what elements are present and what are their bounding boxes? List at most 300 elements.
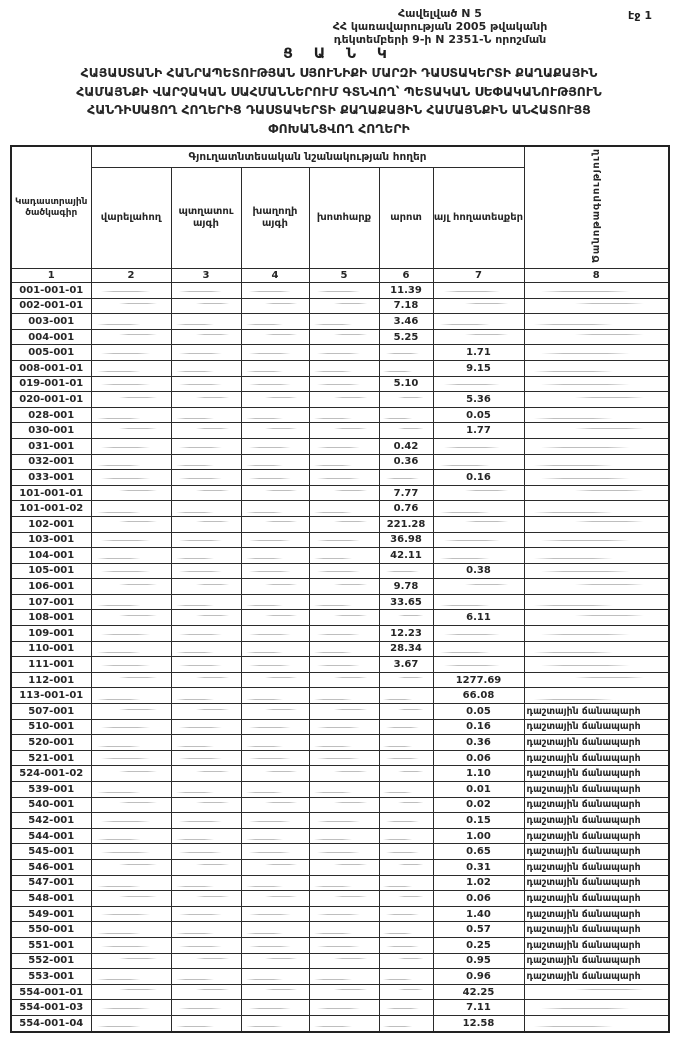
value-cell: 0.42	[379, 438, 433, 454]
note-cell	[524, 454, 669, 470]
value-cell	[241, 922, 309, 938]
value-cell	[379, 750, 433, 766]
column-number: 6	[379, 269, 433, 283]
table-row	[11, 563, 669, 579]
table-row	[11, 688, 669, 704]
value-cell: 36.98	[379, 532, 433, 548]
table-row	[11, 501, 669, 517]
value-cell	[171, 922, 241, 938]
value-cell	[91, 828, 171, 844]
value-cell: 0.06	[433, 750, 524, 766]
value-cell	[171, 891, 241, 907]
value-cell	[309, 501, 379, 517]
value-cell	[379, 345, 433, 361]
value-cell	[241, 859, 309, 875]
value-cell: 0.65	[433, 844, 524, 860]
row-code-cell: 107-001	[11, 594, 91, 610]
value-cell	[241, 563, 309, 579]
value-cell	[309, 298, 379, 314]
value-cell	[433, 641, 524, 657]
value-cell	[309, 438, 379, 454]
value-cell	[433, 314, 524, 330]
row-code-cell: 520-001	[11, 735, 91, 751]
value-cell	[379, 766, 433, 782]
table-header	[11, 146, 669, 283]
note-cell	[524, 532, 669, 548]
value-cell	[241, 454, 309, 470]
value-cell	[241, 516, 309, 532]
appendix-reference	[255, 7, 625, 46]
row-code-cell: 003-001	[11, 314, 91, 330]
value-cell	[309, 813, 379, 829]
note-cell	[524, 470, 669, 486]
value-cell	[309, 594, 379, 610]
value-cell: 9.15	[433, 360, 524, 376]
note-cell	[524, 688, 669, 704]
value-cell	[309, 875, 379, 891]
note-cell	[524, 610, 669, 626]
value-cell	[91, 454, 171, 470]
value-cell	[171, 828, 241, 844]
value-cell	[241, 470, 309, 486]
note-cell: դաշտային ճանապարհ	[524, 735, 669, 751]
note-cell	[524, 392, 669, 408]
value-cell	[309, 392, 379, 408]
value-cell	[171, 735, 241, 751]
row-code-cell: 545-001	[11, 844, 91, 860]
table-row	[11, 438, 669, 454]
row-code-cell: 033-001	[11, 470, 91, 486]
table-body	[11, 283, 669, 1032]
row-code-cell: 542-001	[11, 813, 91, 829]
row-code-cell: 549-001	[11, 906, 91, 922]
header-hayfield: խոտհարք	[309, 168, 379, 269]
value-cell: 0.36	[433, 735, 524, 751]
value-cell	[91, 782, 171, 798]
value-cell	[309, 906, 379, 922]
value-cell	[171, 376, 241, 392]
note-cell: դաշտային ճանապարհ	[524, 953, 669, 969]
value-cell	[241, 984, 309, 1000]
value-cell	[379, 906, 433, 922]
value-cell	[91, 969, 171, 985]
value-cell	[171, 969, 241, 985]
value-cell	[91, 859, 171, 875]
value-cell	[241, 485, 309, 501]
value-cell: 0.16	[433, 719, 524, 735]
value-cell: 0.25	[433, 937, 524, 953]
value-cell	[91, 953, 171, 969]
row-code-cell: 553-001	[11, 969, 91, 985]
value-cell	[171, 953, 241, 969]
table-row	[11, 626, 669, 642]
note-cell	[524, 438, 669, 454]
value-cell	[433, 548, 524, 564]
title-line: ՀԱՄԱՅՆՔԻ ՎԱՐՉԱԿԱՆ ՍԱՀՄԱՆՆԵՐՈՒՄ ԳՏՆՎՈՂ՝ ՊԵՏԱԿԱՆ ՍԵՓԱԿԱՆՈՒԹՅՈՒՆ	[76, 83, 602, 99]
value-cell	[379, 969, 433, 985]
column-number: 5	[309, 269, 379, 283]
column-number: 1	[11, 269, 91, 283]
value-cell	[309, 750, 379, 766]
value-cell	[171, 470, 241, 486]
value-cell	[241, 345, 309, 361]
value-cell	[171, 579, 241, 595]
value-cell	[241, 813, 309, 829]
value-cell	[241, 906, 309, 922]
value-cell	[309, 984, 379, 1000]
value-cell	[241, 641, 309, 657]
table-row	[11, 859, 669, 875]
row-code-cell: 102-001	[11, 516, 91, 532]
note-cell: դաշտային ճանապարհ	[524, 922, 669, 938]
value-cell	[309, 329, 379, 345]
value-cell	[91, 906, 171, 922]
column-number: 7	[433, 269, 524, 283]
value-cell	[309, 937, 379, 953]
note-cell	[524, 345, 669, 361]
value-cell	[379, 688, 433, 704]
value-cell	[171, 984, 241, 1000]
note-cell	[524, 329, 669, 345]
table-row	[11, 376, 669, 392]
note-cell: դաշտային ճանապարհ	[524, 859, 669, 875]
value-cell	[171, 1000, 241, 1016]
note-cell: դաշտային ճանապարհ	[524, 906, 669, 922]
row-code-cell: 546-001	[11, 859, 91, 875]
value-cell	[241, 532, 309, 548]
value-cell	[379, 1000, 433, 1016]
value-cell	[309, 532, 379, 548]
note-cell	[524, 283, 669, 299]
row-code-cell: 111-001	[11, 657, 91, 673]
table-row	[11, 797, 669, 813]
row-code-cell: 112-001	[11, 672, 91, 688]
row-code-cell: 544-001	[11, 828, 91, 844]
value-cell	[241, 314, 309, 330]
table-row	[11, 1000, 669, 1016]
header-pasture: արոտ	[379, 168, 433, 269]
header-note	[524, 146, 669, 269]
value-cell	[433, 485, 524, 501]
value-cell: 6.11	[433, 610, 524, 626]
value-cell	[91, 579, 171, 595]
row-code-cell: 008-001-01	[11, 360, 91, 376]
note-header-rotated-label: Ծանոթագրություն	[590, 147, 602, 264]
note-cell	[524, 376, 669, 392]
row-code-cell: 554-001-01	[11, 984, 91, 1000]
value-cell	[379, 844, 433, 860]
table-row	[11, 828, 669, 844]
value-cell: 12.58	[433, 1015, 524, 1031]
table-row	[11, 704, 669, 720]
value-cell	[309, 766, 379, 782]
value-cell: 0.01	[433, 782, 524, 798]
table-row	[11, 735, 669, 751]
table-row	[11, 906, 669, 922]
value-cell: 7.11	[433, 1000, 524, 1016]
header-arable-land: վարելահող	[91, 168, 171, 269]
value-cell	[309, 719, 379, 735]
value-cell	[309, 610, 379, 626]
value-cell	[241, 298, 309, 314]
note-cell	[524, 485, 669, 501]
value-cell	[241, 626, 309, 642]
value-cell: 1.77	[433, 423, 524, 439]
column-number: 2	[91, 269, 171, 283]
value-cell: 11.39	[379, 283, 433, 299]
value-cell	[91, 594, 171, 610]
note-cell	[524, 1015, 669, 1031]
value-cell	[379, 470, 433, 486]
value-cell	[91, 891, 171, 907]
column-number: 3	[171, 269, 241, 283]
title-heading: Ց Ա Ն Կ	[283, 46, 395, 62]
value-cell	[309, 1000, 379, 1016]
value-cell	[171, 657, 241, 673]
value-cell	[171, 392, 241, 408]
value-cell	[379, 937, 433, 953]
note-cell: դաշտային ճանապարհ	[524, 937, 669, 953]
value-cell	[379, 704, 433, 720]
title-line: ՀԱՅԱՍՏԱՆԻ ՀԱՆՐԱՊԵՏՈՒԹՅԱՆ ՍՅՈՒՆԻՔԻ ՄԱՐԶԻ ԴԱՍՏԱԿԵՐՏԻ ՔԱՂԱՔԱՅԻՆ	[80, 65, 598, 80]
note-cell: դաշտային ճանապարհ	[524, 891, 669, 907]
appendix-line: Հավելված N 5	[398, 7, 482, 20]
row-code-cell: 030-001	[11, 423, 91, 439]
table-row	[11, 454, 669, 470]
title-line: ՀԱՆԴԻՍԱՑՈՂ ՀՈՂԵՐԻՑ ԴԱՍՏԱԿԵՐՏԻ ՔԱՂԱՔԱՅԻՆ ՀԱՄԱՅՆՔԻՆ ԱՆՀԱՏՈՒՅՑ	[87, 102, 591, 117]
value-cell: 33.65	[379, 594, 433, 610]
document-title	[8, 64, 670, 138]
value-cell	[433, 438, 524, 454]
value-cell	[309, 516, 379, 532]
value-cell	[171, 1015, 241, 1031]
value-cell	[91, 641, 171, 657]
value-cell	[309, 548, 379, 564]
value-cell	[171, 329, 241, 345]
value-cell	[91, 844, 171, 860]
value-cell	[91, 438, 171, 454]
note-cell	[524, 407, 669, 423]
row-code-cell: 551-001	[11, 937, 91, 953]
value-cell	[171, 782, 241, 798]
value-cell	[91, 501, 171, 517]
value-cell	[171, 563, 241, 579]
value-cell	[241, 688, 309, 704]
value-cell	[309, 953, 379, 969]
value-cell	[379, 891, 433, 907]
value-cell: 221.28	[379, 516, 433, 532]
table-row	[11, 719, 669, 735]
value-cell	[91, 1000, 171, 1016]
value-cell	[379, 423, 433, 439]
note-cell	[524, 594, 669, 610]
value-cell	[171, 438, 241, 454]
value-cell	[309, 657, 379, 673]
table-row	[11, 407, 669, 423]
header-vineyard: խաղողի այգի	[241, 168, 309, 269]
value-cell: 0.38	[433, 563, 524, 579]
row-code-cell: 524-001-02	[11, 766, 91, 782]
value-cell	[241, 766, 309, 782]
value-cell	[91, 314, 171, 330]
table-row	[11, 1015, 669, 1031]
row-code-cell: 101-001-01	[11, 485, 91, 501]
column-number: 8	[524, 269, 669, 283]
value-cell	[91, 516, 171, 532]
row-code-cell: 020-001-01	[11, 392, 91, 408]
value-cell	[241, 875, 309, 891]
value-cell	[433, 532, 524, 548]
value-cell	[171, 704, 241, 720]
value-cell	[379, 875, 433, 891]
value-cell	[433, 657, 524, 673]
row-code-cell: 001-001-01	[11, 283, 91, 299]
value-cell	[91, 672, 171, 688]
value-cell	[91, 532, 171, 548]
value-cell	[433, 626, 524, 642]
value-cell	[241, 329, 309, 345]
note-cell: դաշտային ճանապարհ	[524, 969, 669, 985]
value-cell	[241, 891, 309, 907]
value-cell: 42.11	[379, 548, 433, 564]
row-code-cell: 539-001	[11, 782, 91, 798]
header-other-land-types: այլ հողատեսքեր	[433, 168, 524, 269]
value-cell	[171, 454, 241, 470]
value-cell	[171, 719, 241, 735]
note-cell	[524, 641, 669, 657]
value-cell	[309, 859, 379, 875]
value-cell	[433, 579, 524, 595]
value-cell	[379, 953, 433, 969]
value-cell	[241, 782, 309, 798]
value-cell: 7.18	[379, 298, 433, 314]
value-cell	[91, 345, 171, 361]
value-cell: 0.96	[433, 969, 524, 985]
value-cell	[171, 407, 241, 423]
value-cell	[433, 298, 524, 314]
value-cell	[171, 641, 241, 657]
value-cell	[91, 470, 171, 486]
value-cell: 5.10	[379, 376, 433, 392]
header-cadastral-code: Կադաստրային ծածկագիր	[11, 146, 91, 269]
value-cell	[171, 594, 241, 610]
value-cell	[171, 610, 241, 626]
value-cell	[309, 407, 379, 423]
row-code-cell: 101-001-02	[11, 501, 91, 517]
note-cell	[524, 548, 669, 564]
value-cell	[309, 579, 379, 595]
value-cell	[171, 345, 241, 361]
value-cell: 1.40	[433, 906, 524, 922]
value-cell	[309, 626, 379, 642]
value-cell	[309, 314, 379, 330]
value-cell	[91, 937, 171, 953]
note-cell	[524, 672, 669, 688]
row-code-cell: 548-001	[11, 891, 91, 907]
table-row	[11, 875, 669, 891]
value-cell	[171, 766, 241, 782]
row-code-cell: 032-001	[11, 454, 91, 470]
value-cell: 1.71	[433, 345, 524, 361]
table-row	[11, 392, 669, 408]
value-cell: 0.95	[433, 953, 524, 969]
row-code-cell: 540-001	[11, 797, 91, 813]
value-cell	[241, 392, 309, 408]
table-row	[11, 953, 669, 969]
row-code-cell: 106-001	[11, 579, 91, 595]
table-row	[11, 657, 669, 673]
column-number: 4	[241, 269, 309, 283]
value-cell	[433, 283, 524, 299]
value-cell	[309, 345, 379, 361]
table-row	[11, 672, 669, 688]
appendix-line: ՀՀ կառավարության 2005 թվականի	[332, 20, 548, 33]
value-cell	[309, 423, 379, 439]
value-cell	[91, 298, 171, 314]
value-cell	[309, 641, 379, 657]
table-row	[11, 283, 669, 299]
value-cell	[309, 735, 379, 751]
value-cell	[241, 438, 309, 454]
value-cell	[309, 782, 379, 798]
value-cell	[241, 735, 309, 751]
table-row	[11, 470, 669, 486]
title-line: ՓՈԽԱՆՑՎՈՂ ՀՈՂԵՐԻ	[268, 120, 410, 136]
table-row	[11, 298, 669, 314]
value-cell	[91, 407, 171, 423]
value-cell	[379, 859, 433, 875]
table-row	[11, 969, 669, 985]
value-cell: 66.08	[433, 688, 524, 704]
value-cell	[91, 875, 171, 891]
value-cell	[91, 392, 171, 408]
value-cell	[241, 407, 309, 423]
value-cell	[433, 501, 524, 517]
value-cell	[241, 657, 309, 673]
value-cell: 7.77	[379, 485, 433, 501]
row-code-cell: 552-001	[11, 953, 91, 969]
value-cell	[241, 704, 309, 720]
value-cell	[309, 922, 379, 938]
value-cell	[171, 314, 241, 330]
value-cell: 1.00	[433, 828, 524, 844]
value-cell	[241, 548, 309, 564]
value-cell	[171, 485, 241, 501]
value-cell	[433, 329, 524, 345]
value-cell	[91, 797, 171, 813]
table-row	[11, 813, 669, 829]
value-cell: 5.36	[433, 392, 524, 408]
value-cell	[171, 626, 241, 642]
value-cell	[379, 1015, 433, 1031]
note-cell	[524, 563, 669, 579]
note-cell: դաշտային ճանապարհ	[524, 813, 669, 829]
value-cell	[379, 813, 433, 829]
value-cell	[309, 672, 379, 688]
value-cell	[379, 407, 433, 423]
table-row	[11, 345, 669, 361]
value-cell	[379, 719, 433, 735]
table-row	[11, 516, 669, 532]
row-code-cell: 028-001	[11, 407, 91, 423]
row-code-cell: 113-001-01	[11, 688, 91, 704]
value-cell	[309, 454, 379, 470]
value-cell	[91, 548, 171, 564]
value-cell	[91, 922, 171, 938]
note-cell: դաշտային ճանապարհ	[524, 719, 669, 735]
table-row	[11, 610, 669, 626]
row-code-cell: 002-001-01	[11, 298, 91, 314]
